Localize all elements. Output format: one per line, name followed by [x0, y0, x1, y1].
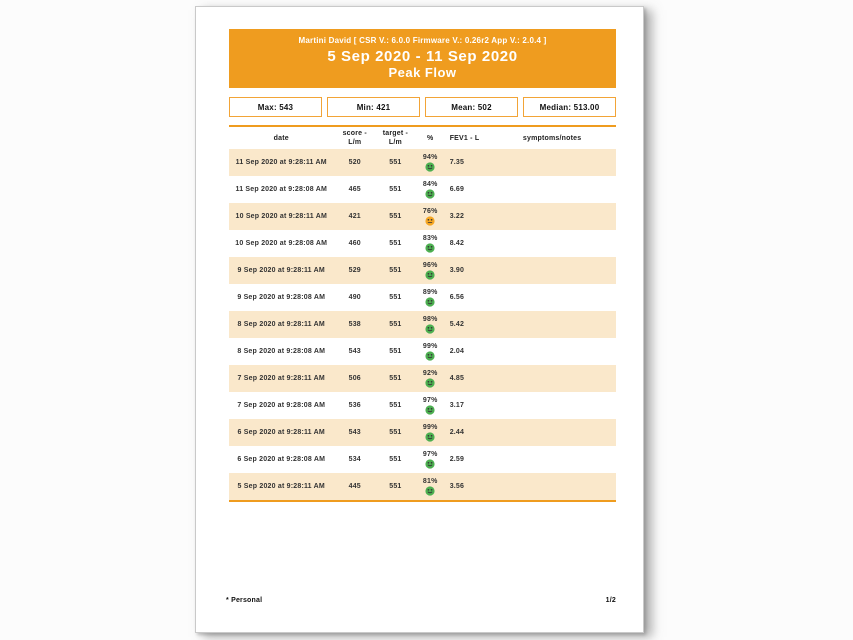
- cell-percent: [415, 419, 446, 446]
- cell-symptoms-notes: [488, 284, 616, 311]
- cell-score: 520: [348, 159, 361, 167]
- cell-target: 551: [389, 186, 402, 194]
- mood-face-icon: [425, 297, 435, 307]
- report-header: [229, 29, 616, 88]
- cell-percent: [415, 257, 446, 284]
- percent-value: 97%: [422, 450, 438, 458]
- mood-face-icon: [425, 405, 435, 415]
- stat-mean: Mean: 502: [425, 97, 518, 117]
- cell-date: 6 Sep 2020 at 9:28:08 AM: [237, 456, 326, 464]
- stat-max: Max: 543: [229, 97, 322, 117]
- percent-value: 89%: [422, 288, 438, 296]
- col-header-score: score - L/m: [342, 130, 367, 146]
- mood-face-icon: [425, 189, 435, 199]
- cell-score: 460: [348, 240, 361, 248]
- cell-date: 7 Sep 2020 at 9:28:11 AM: [237, 375, 325, 383]
- report-date-range: 5 Sep 2020 - 11 Sep 2020: [327, 48, 518, 65]
- cell-symptoms-notes: [488, 365, 616, 392]
- mood-face-icon: [425, 243, 435, 253]
- cell-target: 551: [389, 483, 402, 491]
- mood-face-icon: [425, 459, 435, 469]
- col-header-percent: %: [426, 134, 434, 142]
- cell-date: 8 Sep 2020 at 9:28:11 AM: [237, 321, 325, 329]
- table-row: [229, 230, 616, 257]
- percent-value: 99%: [422, 342, 438, 350]
- cell-fev1: 8.42: [449, 240, 465, 248]
- percent-value: 97%: [422, 396, 438, 404]
- cell-symptoms-notes: [488, 176, 616, 203]
- summary-stats-row: [229, 97, 616, 117]
- mood-face-icon: [425, 432, 435, 442]
- cell-score: 465: [348, 186, 361, 194]
- cell-target: 551: [389, 240, 402, 248]
- cell-symptoms-notes: [488, 311, 616, 338]
- cell-target: 551: [389, 294, 402, 302]
- mood-face-icon: [425, 216, 435, 226]
- cell-percent: [415, 392, 446, 419]
- col-header-date: date: [273, 134, 289, 142]
- cell-percent: [415, 311, 446, 338]
- percent-value: 96%: [422, 261, 438, 269]
- percent-value: 94%: [422, 153, 438, 161]
- cell-date: 11 Sep 2020 at 9:28:11 AM: [235, 159, 327, 167]
- cell-date: 9 Sep 2020 at 9:28:11 AM: [237, 267, 325, 275]
- percent-value: 81%: [422, 477, 438, 485]
- cell-date: 8 Sep 2020 at 9:28:08 AM: [237, 348, 326, 356]
- table-row: [229, 176, 616, 203]
- cell-symptoms-notes: [488, 473, 616, 501]
- cell-score: 543: [348, 348, 361, 356]
- cell-fev1: 5.42: [449, 321, 465, 329]
- cell-fev1: 6.56: [449, 294, 465, 302]
- cell-symptoms-notes: [488, 230, 616, 257]
- cell-score: 445: [348, 483, 361, 491]
- cell-symptoms-notes: [488, 203, 616, 230]
- cell-fev1: 7.35: [449, 159, 465, 167]
- table-row: [229, 257, 616, 284]
- percent-value: 99%: [422, 423, 438, 431]
- table-row: [229, 473, 616, 501]
- table-header-row: [229, 126, 616, 149]
- cell-score: 538: [348, 321, 361, 329]
- table-row: [229, 365, 616, 392]
- cell-percent: [415, 446, 446, 473]
- cell-symptoms-notes: [488, 257, 616, 284]
- cell-target: 551: [389, 402, 402, 410]
- cell-percent: [415, 473, 446, 501]
- cell-target: 551: [389, 456, 402, 464]
- table-row: [229, 392, 616, 419]
- cell-target: 551: [389, 159, 402, 167]
- cell-target: 551: [389, 348, 402, 356]
- cell-score: 536: [348, 402, 361, 410]
- col-header-symptoms: symptoms/notes: [522, 134, 582, 142]
- table-row: [229, 203, 616, 230]
- footer-note: * Personal: [226, 597, 263, 604]
- cell-date: 9 Sep 2020 at 9:28:08 AM: [237, 294, 326, 302]
- page-footer: [226, 597, 616, 604]
- table-row: [229, 149, 616, 176]
- percent-value: 92%: [422, 369, 438, 377]
- col-header-fev1: FEV1 - L: [449, 134, 480, 142]
- cell-symptoms-notes: [488, 392, 616, 419]
- cell-date: 10 Sep 2020 at 9:28:08 AM: [235, 240, 328, 248]
- cell-percent: [415, 230, 446, 257]
- mood-face-icon: [425, 486, 435, 496]
- cell-percent: [415, 176, 446, 203]
- mood-face-icon: [425, 270, 435, 280]
- cell-symptoms-notes: [488, 419, 616, 446]
- page-number: 1/2: [605, 597, 616, 604]
- cell-fev1: 2.44: [449, 429, 465, 437]
- cell-fev1: 4.85: [449, 375, 465, 383]
- percent-value: 98%: [422, 315, 438, 323]
- cell-target: 551: [389, 429, 402, 437]
- cell-fev1: 6.69: [449, 186, 465, 194]
- table-row: [229, 338, 616, 365]
- cell-score: 534: [348, 456, 361, 464]
- report-page: [195, 6, 644, 633]
- cell-symptoms-notes: [488, 446, 616, 473]
- cell-target: 551: [389, 213, 402, 221]
- cell-symptoms-notes: [488, 149, 616, 176]
- cell-score: 543: [348, 429, 361, 437]
- cell-percent: [415, 365, 446, 392]
- report-title: Peak Flow: [388, 64, 457, 80]
- cell-percent: [415, 338, 446, 365]
- cell-percent: [415, 149, 446, 176]
- percent-value: 83%: [422, 234, 438, 242]
- cell-date: 11 Sep 2020 at 9:28:08 AM: [235, 186, 327, 194]
- cell-score: 529: [348, 267, 361, 275]
- mood-face-icon: [425, 351, 435, 361]
- cell-date: 7 Sep 2020 at 9:28:08 AM: [237, 402, 326, 410]
- table-row: [229, 311, 616, 338]
- stat-min: Min: 421: [327, 97, 420, 117]
- cell-target: 551: [389, 321, 402, 329]
- mood-face-icon: [425, 324, 435, 334]
- cell-date: 10 Sep 2020 at 9:28:11 AM: [235, 213, 327, 221]
- mood-face-icon: [425, 378, 435, 388]
- cell-fev1: 3.90: [449, 267, 465, 275]
- cell-date: 5 Sep 2020 at 9:28:11 AM: [237, 483, 325, 491]
- table-row: [229, 446, 616, 473]
- cell-fev1: 2.04: [449, 348, 465, 356]
- table-row: [229, 419, 616, 446]
- cell-score: 421: [348, 213, 361, 221]
- col-header-target: target - L/m: [382, 130, 409, 146]
- cell-percent: [415, 203, 446, 230]
- cell-fev1: 3.56: [449, 483, 465, 491]
- cell-score: 490: [348, 294, 361, 302]
- table-row: [229, 284, 616, 311]
- percent-value: 76%: [422, 207, 438, 215]
- cell-fev1: 3.17: [449, 402, 465, 410]
- cell-target: 551: [389, 267, 402, 275]
- mood-face-icon: [425, 162, 435, 172]
- measurements-table: [229, 125, 616, 502]
- cell-symptoms-notes: [488, 338, 616, 365]
- cell-date: 6 Sep 2020 at 9:28:11 AM: [237, 429, 325, 437]
- cell-score: 506: [348, 375, 361, 383]
- cell-target: 551: [389, 375, 402, 383]
- cell-fev1: 2.59: [449, 456, 465, 464]
- patient-info-line: Martini David [ CSR V.: 6.0.0 Firmware V.: 0.26r2 App V.: 2.0.4 ]: [298, 36, 547, 45]
- cell-percent: [415, 284, 446, 311]
- cell-fev1: 3.22: [449, 213, 465, 221]
- stat-median: Median: 513.00: [523, 97, 616, 117]
- percent-value: 84%: [422, 180, 438, 188]
